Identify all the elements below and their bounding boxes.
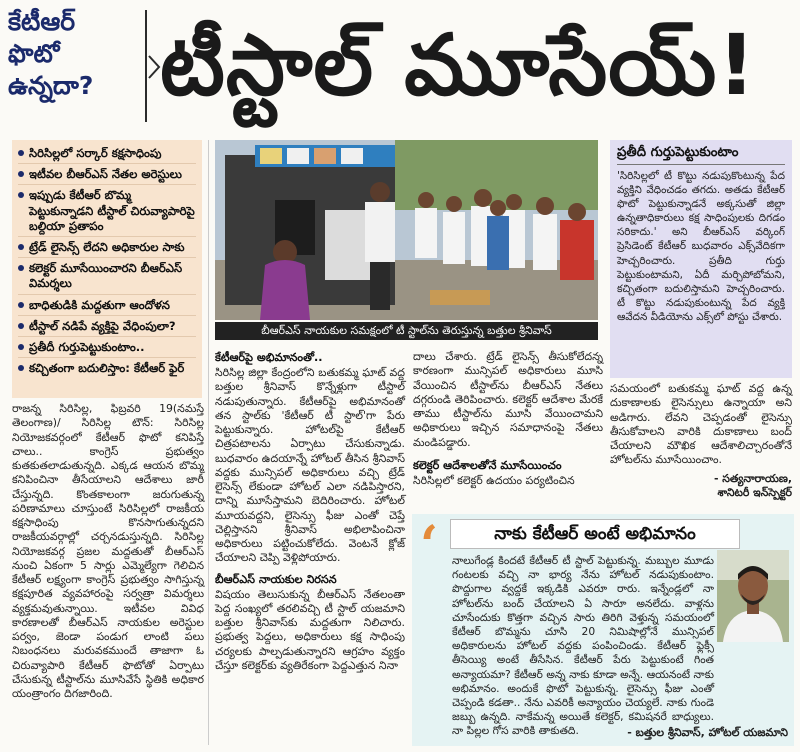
summary-bullet: కలెక్టర్ మూసేయించారని బీఆర్ఎస్ విమర్శలు (18, 261, 196, 294)
summary-bullet: బాధితుడికి మద్దతుగా ఆందోళన (18, 298, 196, 316)
paragraph: విషయం తెలుసుకున్న బీఆర్ఎస్ నేతలంతా పెద్ద సంఖ్యలో తరలివచ్చి టీ స్టాల్ యజమాని బత్తుల శ్రీనివాస్‌కు మద్దతుగా నిలిచారు. ప్రభుత్వ పెద్దలు, అధికారులు కక్ష సాధింపు చర్యలకు పాల్పడుతున్నారని ఆగ్రహం వ్యక్తం చేస్తూ కలెక్టర్‌కు వ్యతిరేకంగా పెద్దఎత్తున నినా (215, 587, 405, 672)
dot-icon (18, 244, 24, 250)
chevron-right-icon (148, 55, 160, 79)
headline: టీస్టాల్ మూసేయ్! (160, 16, 757, 114)
dot-icon (18, 323, 24, 329)
photo-caption: బీఆర్ఎస్ నాయకుల సమక్షంలో టీ స్టాల్‌ను తెరుస్తున్న బత్తుల శ్రీనివాస్ (215, 322, 598, 340)
dot-icon (18, 265, 24, 271)
article-column-2 (215, 350, 405, 745)
dot-icon (18, 150, 24, 156)
quote-mark-icon: ‘ (420, 515, 439, 576)
article-column-4 (610, 382, 792, 512)
summary-bullet: కచ్చితంగా బదులిస్తాం: కేటీఆర్ ఫైర్ (18, 361, 196, 378)
dot-icon (18, 302, 24, 308)
news-photo-illustration (215, 140, 598, 320)
subheading-collector-orders: కలెక్టర్ ఆదేశాలతోనే మూసేయించం (413, 458, 562, 472)
paragraph: సిరిసిల్ల జిల్లా కేంద్రంలోని బతుకమ్మ ఘాట్ వద్ద బత్తుల శ్రీనివాస్ కొన్నేళ్లుగా టీస్టాల్ నడుపుతున్నారు. కేటీఆర్‌పై అభిమానంతో తన స్టాల్‌కు 'కేటీఆర్ టీ స్టాల్'గా పేరు పెట్టుకున్నారు. హోటల్‌పై కేటీఆర్ చిత్రపటాలను ఏర్పాటు చేసుకున్నాడు. బుధవారం ఉదయాన్నే హోటల్ తీసిన శ్రీనివాస్ వద్దకు మున్సిపల్ అధికారులు వచ్చి ట్రేడ్ లైసెన్స్ లేకుండా హోటల్ ఎలా నడిపిస్తారని, దాన్ని మూసేస్తామని బెదిరించారు. హోటల్ మూయవద్దని, లైసెన్సు ఫీజు ఎంతో చెప్తే చెల్లిస్తానని శ్రీనివాస్ అభిలాపించినా అధికారులు పట్టించుకోలేదు. వెంటనే క్లోజ్ చేయాలని చెప్పి వెళ్లిపోయారు. (215, 366, 405, 565)
summary-bullet: ఇటీవల బీఆర్ఎస్ నేతల అరెస్టులు (18, 167, 196, 185)
subheading-admiration: కేటీఆర్‌పై అభిమానంతో.. (215, 351, 323, 364)
kicker-question (8, 6, 138, 102)
interview-title: నాకు కేటీఆర్ అంటే అభిమానం (450, 519, 740, 549)
sidebar-quote-box (610, 140, 792, 378)
article-column-3 (413, 350, 603, 510)
summary-bullet: టీస్టాల్ నడిపే వ్యక్తిపై వేధింపులా? (18, 319, 196, 337)
subheading-protest: బీఆర్ఎస్ నాయకుల నిరసన (215, 572, 337, 586)
dot-icon (18, 192, 24, 198)
summary-bullet: ట్రేడ్ లైసెన్స్ లేదని అధికారుల సాకు (18, 240, 196, 258)
interview-box (412, 514, 794, 746)
sidebar-title: ప్రతీదీ గుర్తుపెట్టుకుంటాం (617, 144, 785, 165)
dot-icon (18, 171, 24, 177)
summary-bullet: ప్రతీదీ గుర్తుపెట్టుకుంటాం.. (18, 340, 196, 358)
paragraph: సిరిసిల్లలో కలెక్టర్ ఉదయం పర్యటించిన (413, 473, 575, 487)
news-photo (215, 140, 598, 320)
portrait-photo (717, 550, 789, 642)
kicker-line-1: కేటీఆర్ (8, 7, 76, 36)
dot-icon (18, 365, 24, 371)
interview-signature: - బత్తుల శ్రీనివాస్, హోటల్ యజమాని (627, 726, 788, 739)
sidebar-body: 'సిరిసిల్లలో టీ కొట్టు నడుపుకొంటున్న పేద వ్యక్తిని వేధించడం తగదు. అతడు కేటీఆర్ ఫొటో పెట్టుకున్నాడనే అక్కసుతో జిల్లా ఉన్నతాధికారులు కక్ష సాధింపులకు దిగడం సరికాదు.' అని బీఆర్ఎస్ వర్కింగ్ ప్రెసిడెంట్ కేటీఆర్ బుధవారం ఎక్స్‌వేదికగా హెచ్చరించారు. ప్రతీది గుర్తు పెట్టుకుంటామని, ఏదీ మర్చిపోబోమని, కచ్చితంగా బదులిస్తామని హెచ్చరించారు. టీ కొట్టు నడుపుకుంటున్న పేద వ్యక్తి ఆవేదన వీడియోను ఎక్స్‌లో పోస్టు చేశారు. (617, 170, 785, 323)
dot-icon (18, 344, 24, 350)
summary-bullet: సిరిసిల్లలో సర్కార్ కక్షసాధింపు (18, 146, 196, 164)
paragraph: సమయంలో బతుకమ్మ ఘాట్ వద్ద ఉన్న దుకాణాలకు లైసెన్సులు ఉన్నాయా అని అడిగారు. లేవని చెప్పడంతో లైసెన్సు తీసుకోవాలని వారికి దుకాణాలు బంద్ చేయాలని మౌఖిక ఆదేశాలిచ్చారంతోనే హోటల్‌ను మూసేయించాం. (610, 382, 792, 467)
signature-title: శానిటరీ ఇన్‌స్పెక్టర్ (717, 485, 792, 499)
kicker-line-2: ఫొటో (8, 39, 60, 68)
summary-bullet-list (18, 146, 196, 378)
summary-bullets-box (12, 140, 202, 398)
article-column-1: రాజన్న సిరిసిల్ల, ఫిబ్రవరి 19(నమస్తే తెలంగాణ)/ సిరిసిల్ల టౌన్: సిరిసిల్ల నియోజకవర్గంలో కేటీఆర్ ఫొటో కనిపిస్తే చాలు.. కాంగ్రెస్ ప్రభుత్వం కుతకుతలాడుతున్నది. ఎక్కడ ఆయన బొమ్మ కనిపించినా తీసేయాలని ఆదేశాలు జారీ చేస్తున్నది. కొంతకాలంగా జరుగుతున్న పరిణామాలు చూస్తుంటే సిరిసిల్లలో రాజకీయ కక్షసాధింపు కొనసాగుతున్నదని రాజకీయవర్గాల్లో చర్చనడుస్తున్నది. సిరిసిల్ల నియోజకవర్గ ప్రజల మద్దతుతో బీఆర్ఎస్ నుంచి ఏకంగా 5 సార్లు ఎమ్మెల్యేగా గెలిచిన కేటీఆర్ లక్ష్యంగా కాంగ్రెస్ ప్రభుత్వం సాగిస్తున్న కక్షపూరిత వ్యవహారంపై సర్వత్రా విమర్శలు వ్యక్తమవుతున్నాయి. ఇటీవల వివిధ కారణాలతో బీఆర్ఎస్ నాయకుల అరెస్టుల పర్వం, జెండా పండుగ లాంటి పలు నిబంధనలు మరువకముందే తాజాగా ఓ చిరువ్యాపారి కేటీఆర్ ఫొటోతో ఏర్పాటు చేసుకున్న టీస్టాల్‌ను మూసివేసే స్థితికి అధికార యంత్రాంగం దిగజారింది. (12, 402, 204, 700)
paragraph: దాలు చేశారు. ట్రేడ్ లైసెన్స్ తీసుకోలేదన్న కారణంగా మున్సిపల్ అధికారులు మూసి వేయించిన టీస్టాల్‌ను బీఆర్ఎస్ నేతలు దగ్గరుండి తెరిపించారు. కలెక్టర్ ఆదేశాల మేరకే తాము టీస్టాల్‌ను మూసి వేయించామని అధికారులు ఇచ్చిన సమాధానంపై నేతలు మండిపడ్డారు. (413, 350, 603, 449)
column-divider (208, 140, 209, 745)
kicker-line-3: ఉన్నదా? (8, 71, 94, 100)
portrait-illustration (717, 550, 789, 642)
interview-body: నాలుగేండ్ల కిందటే కేటీఆర్ టీ స్టాల్ పెట్టుకున్న. మబ్బుల మూడు గంటలకు వచ్చి నా భార్య నేను హోటల్ నడుపుకుంటాం. పొద్దుగాల వ్వద్దకే ఇక్కడికి ఎవరూ రారు. ఇన్నేండ్లలో నా హోటల్‌ను బంద్ చేయాలని ఏ సారూ అనలేదు. వాళ్లను చూసేందుకు కొత్తగా వచ్చిన సారు తిరిగి వెళ్తున్న సమయంలో కేటీఆర్ బొమ్మను చూసి 20 నిమిషాల్లోనే మున్సిపల్ అధికారులను హోటల్ వద్దకు పంపించిండు. కేటీఆర్ ఫ్లెక్సీ తీసెయ్యి అంటే తీసేసిన. కేటీఆర్ పేరు పెట్టుకుంటే గింత అన్యాయమా? కేటీఆర్ అన్న నాకు కూడా అన్నే. ఆయనంటే నాకు అభిమానం. అందుకే ఫొటో పెట్టుకున్న. లైసెన్సు ఫీజు ఎంతో చెప్పండి కడతా.. నేను ఎవరికీ అన్యాయం చెయ్యలే. నాకు గుండె జబ్బు ఉన్నది. నాకేమన్న అయితే కలెక్టర్, కమిషనరే బాధ్యులు. నా పిల్లల గోస వారికి తాకుతది. (452, 554, 714, 738)
signature-name: - సత్యనారాయణ, (713, 471, 792, 485)
summary-bullet: ఇప్పుడు కేటీఆర్ బొమ్మ పెట్టుకున్నాడని టీస్టాల్ చిరువ్యాపారిపై బల్దియా ప్రతాపం (18, 188, 196, 237)
